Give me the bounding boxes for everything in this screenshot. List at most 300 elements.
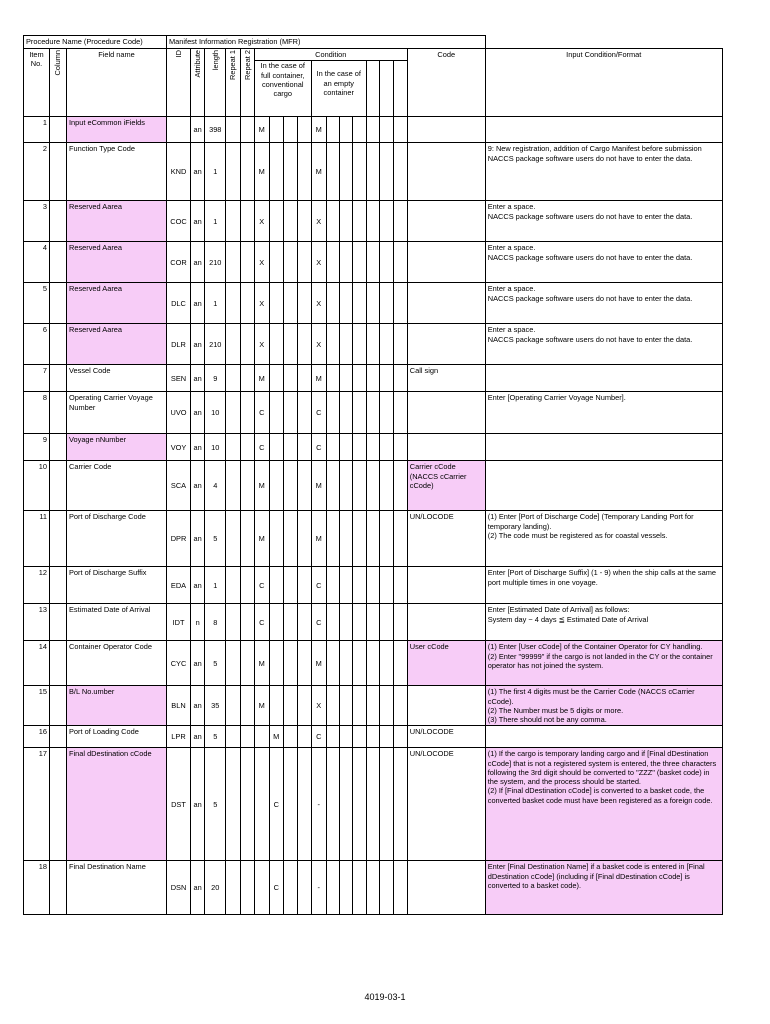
code-cell: UN/LOCODE: [407, 748, 485, 861]
condition-sub-cell: [326, 117, 339, 143]
condition-sub-cell: [393, 143, 407, 201]
condition-empty-cell: C: [311, 604, 326, 641]
condition-sub-cell: [297, 324, 311, 365]
condition-sub-cell: [339, 117, 352, 143]
page-number: 4019-03-1: [364, 992, 406, 1002]
table-row: [24, 143, 723, 201]
column-cell: [50, 283, 67, 324]
code-cell: [407, 143, 485, 201]
condition-sub-cell: [326, 283, 339, 324]
attribute-cell: an: [191, 201, 205, 242]
condition-sub-cell: [339, 143, 352, 201]
repeat2-cell: [240, 726, 254, 748]
input-condition-cell: Enter [Operating Carrier Voyage Number].: [485, 392, 722, 434]
repeat2-cell: [240, 201, 254, 242]
condition-sub-cell: [297, 604, 311, 641]
code-cell: [407, 201, 485, 242]
procedure-name-value: Manifest Information Registration (MFR): [167, 36, 486, 49]
item-no-cell: 10: [24, 461, 50, 511]
header-code: Code: [407, 49, 485, 117]
attribute-cell: an: [191, 392, 205, 434]
header-condition: Condition: [254, 49, 407, 61]
repeat1-cell: [226, 365, 240, 392]
length-cell: 1: [205, 283, 226, 324]
attribute-cell: an: [191, 567, 205, 604]
condition-sub-cell: [366, 641, 379, 686]
column-cell: [50, 511, 67, 567]
length-cell: 1: [205, 143, 226, 201]
condition-sub-cell: [326, 201, 339, 242]
condition-sub-cell: [283, 461, 297, 511]
condition-sub-cell: [366, 748, 379, 861]
condition-sub-cell: [326, 461, 339, 511]
condition-full-cell: C: [254, 604, 269, 641]
code-cell: UN/LOCODE: [407, 511, 485, 567]
attribute-cell: an: [191, 434, 205, 461]
condition-sub-cell: [297, 143, 311, 201]
length-cell: 210: [205, 324, 226, 365]
condition-sub-cell: [269, 143, 283, 201]
condition-sub-cell: [339, 283, 352, 324]
condition-empty-cell: -: [311, 861, 326, 915]
condition-sub-cell: [379, 324, 393, 365]
input-condition-cell: (1) Enter [User cCode] of the Container Operator for CY handling. (2) Enter "99999" if the cargo is not landed in the CY or the container operator has not joined the system.: [485, 641, 722, 686]
condition-sub-cell: [254, 726, 269, 748]
condition-sub-cell: [283, 117, 297, 143]
condition-sub-cell: [339, 861, 352, 915]
condition-sub-cell: [254, 861, 269, 915]
attribute-cell: an: [191, 242, 205, 283]
condition-sub-cell: [269, 117, 283, 143]
repeat2-cell: [240, 861, 254, 915]
condition-sub-cell: [366, 201, 379, 242]
condition-sub-cell: [297, 117, 311, 143]
condition-sub-cell: [352, 392, 366, 434]
repeat2-cell: [240, 511, 254, 567]
condition-sub-cell: [366, 861, 379, 915]
header-length: length: [205, 49, 226, 117]
condition-sub-cell: [297, 748, 311, 861]
condition-sub-cell: [326, 567, 339, 604]
condition-empty-cell: C: [311, 726, 326, 748]
id-cell: DPR: [167, 511, 191, 567]
length-cell: 398: [205, 117, 226, 143]
condition-sub-cell: [352, 365, 366, 392]
condition-sub-cell: [297, 641, 311, 686]
condition-sub-cell: [326, 511, 339, 567]
condition-sub-cell: [366, 143, 379, 201]
column-cell: [50, 117, 67, 143]
repeat1-cell: [226, 143, 240, 201]
condition-sub-cell: [339, 604, 352, 641]
condition-sub-cell: [283, 686, 297, 726]
code-cell: [407, 861, 485, 915]
condition-full-cell: M: [254, 511, 269, 567]
condition-sub-cell: [269, 461, 283, 511]
item-no-cell: 3: [24, 201, 50, 242]
table-row: [24, 686, 723, 726]
condition-sub-cell: [393, 434, 407, 461]
id-cell: COR: [167, 242, 191, 283]
condition-sub-cell: [366, 117, 379, 143]
condition-sub-cell: [269, 242, 283, 283]
field-name-cell: Carrier Code: [67, 461, 167, 511]
condition-empty-cell: X: [311, 283, 326, 324]
condition-sub-cell: [352, 242, 366, 283]
condition-empty-cell: M: [311, 511, 326, 567]
condition-full-cell: X: [254, 324, 269, 365]
item-no-cell: 13: [24, 604, 50, 641]
condition-sub-cell: [379, 567, 393, 604]
condition-sub-cell: [297, 567, 311, 604]
condition-sub-cell: [297, 861, 311, 915]
condition-full-cell: M: [254, 365, 269, 392]
column-cell: [50, 726, 67, 748]
condition-full-cell: M: [254, 143, 269, 201]
code-cell: User cCode: [407, 641, 485, 686]
header-condition-full: In the case of full container, conventional cargo: [254, 61, 311, 117]
condition-sub-cell: [366, 283, 379, 324]
code-cell: [407, 117, 485, 143]
condition-sub-cell: [352, 201, 366, 242]
condition-sub-cell: [393, 461, 407, 511]
condition-full-cell: C: [254, 567, 269, 604]
column-cell: [50, 461, 67, 511]
condition-full-cell: X: [254, 242, 269, 283]
length-cell: 1: [205, 201, 226, 242]
attribute-cell: an: [191, 365, 205, 392]
table-row: [24, 201, 723, 242]
condition-full-cell: C: [269, 748, 283, 861]
header-repeat2: Repeat 2: [240, 49, 254, 117]
table-row: [24, 242, 723, 283]
repeat1-cell: [226, 726, 240, 748]
condition-sub-cell: [269, 434, 283, 461]
condition-sub-cell: [269, 324, 283, 365]
condition-sub-cell: [393, 604, 407, 641]
condition-sub-cell: [269, 283, 283, 324]
condition-sub-cell: [393, 324, 407, 365]
condition-sub-cell: [366, 365, 379, 392]
condition-sub-cell: [379, 686, 393, 726]
length-cell: 5: [205, 726, 226, 748]
condition-sub-cell: [283, 861, 297, 915]
condition-sub-cell: [393, 567, 407, 604]
repeat1-cell: [226, 567, 240, 604]
table-row: [24, 365, 723, 392]
condition-sub-cell: [352, 604, 366, 641]
length-cell: 5: [205, 748, 226, 861]
condition-sub-cell: [393, 686, 407, 726]
input-condition-cell: (1) If the cargo is temporary landing cargo and if [Final dDestination cCode] that is not a registered system is entered, the three characters following the 3rd digit should be converted to "ZZZ" (basket code) in the system, and the process should be started. (2) If [Final dDestination cCode] is converted to a basket code, the converted basket code must have been registered as a foreign code.: [485, 748, 722, 861]
repeat1-cell: [226, 242, 240, 283]
condition-sub-cell: [379, 143, 393, 201]
header-repeat1: Repeat 1: [226, 49, 240, 117]
repeat1-cell: [226, 511, 240, 567]
condition-sub-cell: [339, 686, 352, 726]
condition-sub-cell: [326, 641, 339, 686]
condition-sub-cell: [297, 511, 311, 567]
condition-sub-cell: [326, 604, 339, 641]
code-cell: Carrier cCode (NACCS cCarrier cCode): [407, 461, 485, 511]
condition-empty-cell: C: [311, 434, 326, 461]
input-condition-cell: (1) Enter [Port of Discharge Code] (Temporary Landing Port for temporary landing). (2) The code must be registered as for coastal vessels.: [485, 511, 722, 567]
condition-sub-cell: [352, 117, 366, 143]
condition-sub-cell: [339, 365, 352, 392]
attribute-cell: an: [191, 861, 205, 915]
condition-sub-cell: [352, 748, 366, 861]
condition-sub-cell: [297, 242, 311, 283]
header-input-condition: Input Condition/Format: [485, 49, 722, 117]
condition-sub-cell: [379, 726, 393, 748]
table-row: [24, 434, 723, 461]
input-condition-cell: [485, 365, 722, 392]
condition-sub-cell: [269, 201, 283, 242]
condition-full-cell: C: [269, 861, 283, 915]
length-cell: 210: [205, 242, 226, 283]
code-cell: [407, 604, 485, 641]
condition-sub-cell: [339, 392, 352, 434]
id-cell: BLN: [167, 686, 191, 726]
column-cell: [50, 242, 67, 283]
repeat1-cell: [226, 461, 240, 511]
header-column: Column: [50, 49, 67, 117]
condition-sub-cell: [269, 641, 283, 686]
condition-empty-cell: M: [311, 461, 326, 511]
id-cell: KND: [167, 143, 191, 201]
condition-sub-cell: [297, 201, 311, 242]
condition-sub-cell: [379, 641, 393, 686]
repeat2-cell: [240, 567, 254, 604]
input-condition-cell: Enter a space. NACCS package software users do not have to enter the data.: [485, 283, 722, 324]
condition-sub-cell: [326, 324, 339, 365]
id-cell: UVO: [167, 392, 191, 434]
condition-sub-cell: [326, 392, 339, 434]
table-row: [24, 511, 723, 567]
item-no-cell: 1: [24, 117, 50, 143]
field-name-cell: Reserved Aarea: [67, 283, 167, 324]
id-cell: VOY: [167, 434, 191, 461]
condition-sub-cell: [393, 201, 407, 242]
condition-sub-cell: [283, 392, 297, 434]
repeat2-cell: [240, 143, 254, 201]
condition-sub-cell: [366, 434, 379, 461]
header-condition-empty: In the case of an empty container: [311, 61, 366, 117]
condition-sub-cell: [393, 242, 407, 283]
condition-sub-cell: [297, 686, 311, 726]
condition-sub-cell: [326, 861, 339, 915]
item-no-cell: 18: [24, 861, 50, 915]
condition-full-cell: M: [254, 117, 269, 143]
condition-sub-cell: [283, 242, 297, 283]
input-condition-cell: Enter a space. NACCS package software users do not have to enter the data.: [485, 242, 722, 283]
condition-empty-cell: -: [311, 748, 326, 861]
code-cell: [407, 242, 485, 283]
condition-sub-cell: [366, 392, 379, 434]
condition-sub-cell: [326, 748, 339, 861]
condition-sub-cell: [269, 567, 283, 604]
condition-empty-cell: X: [311, 324, 326, 365]
condition-full-cell: X: [254, 201, 269, 242]
length-cell: 5: [205, 511, 226, 567]
condition-empty-cell: C: [311, 567, 326, 604]
header-attribute: Attribute: [191, 49, 205, 117]
attribute-cell: n: [191, 604, 205, 641]
condition-sub-cell: [379, 434, 393, 461]
repeat1-cell: [226, 324, 240, 365]
attribute-cell: an: [191, 324, 205, 365]
id-cell: SEN: [167, 365, 191, 392]
condition-sub-cell: [339, 726, 352, 748]
field-name-cell: Port of Discharge Suffix: [67, 567, 167, 604]
attribute-cell: an: [191, 748, 205, 861]
condition-sub-cell: [339, 201, 352, 242]
repeat2-cell: [240, 461, 254, 511]
condition-sub-cell: [269, 511, 283, 567]
condition-sub-cell: [283, 434, 297, 461]
field-name-cell: Voyage nNumber: [67, 434, 167, 461]
condition-sub-cell: [269, 686, 283, 726]
item-no-cell: 6: [24, 324, 50, 365]
item-no-cell: 5: [24, 283, 50, 324]
repeat1-cell: [226, 201, 240, 242]
repeat1-cell: [226, 604, 240, 641]
condition-sub-cell: [366, 567, 379, 604]
repeat2-cell: [240, 641, 254, 686]
id-cell: CYC: [167, 641, 191, 686]
condition-sub-cell: [326, 143, 339, 201]
condition-sub-cell: [366, 461, 379, 511]
column-cell: [50, 686, 67, 726]
condition-sub-cell: [379, 283, 393, 324]
item-no-cell: 14: [24, 641, 50, 686]
condition-sub-cell: [379, 604, 393, 641]
condition-sub-cell: [379, 748, 393, 861]
condition-sub-cell: [339, 748, 352, 861]
condition-sub-cell: [352, 143, 366, 201]
input-condition-cell: Enter a space. NACCS package software users do not have to enter the data.: [485, 324, 722, 365]
id-cell: LPR: [167, 726, 191, 748]
condition-sub-cell: [339, 511, 352, 567]
attribute-cell: an: [191, 143, 205, 201]
item-no-cell: 16: [24, 726, 50, 748]
field-name-cell: Input eCommon iFields: [67, 117, 167, 143]
input-condition-cell: Enter [Port of Discharge Suffix] (1 - 9) when the ship calls at the same port multiple times in one voyage.: [485, 567, 722, 604]
repeat2-cell: [240, 686, 254, 726]
condition-sub-cell: [352, 511, 366, 567]
code-cell: UN/LOCODE: [407, 726, 485, 748]
attribute-cell: an: [191, 283, 205, 324]
repeat1-cell: [226, 392, 240, 434]
id-cell: DLC: [167, 283, 191, 324]
code-cell: [407, 434, 485, 461]
column-cell: [50, 365, 67, 392]
attribute-cell: an: [191, 511, 205, 567]
condition-empty-cell: M: [311, 143, 326, 201]
id-cell: COC: [167, 201, 191, 242]
condition-full-cell: C: [254, 392, 269, 434]
condition-sub-cell: [379, 861, 393, 915]
table-row: [24, 117, 723, 143]
input-condition-cell: Enter [Final Destination Name] if a basket code is entered in [Final dDestination cCode] (including if [Final dDestination cCode] is converted to a basket code).: [485, 861, 722, 915]
condition-sub-cell: [283, 365, 297, 392]
input-condition-cell: Enter [Estimated Date of Arrival] as follows: System day − 4 days ≦ Estimated Date of Arrival: [485, 604, 722, 641]
condition-sub-cell: [352, 641, 366, 686]
code-cell: [407, 324, 485, 365]
repeat1-cell: [226, 686, 240, 726]
condition-sub-cell: [379, 511, 393, 567]
length-cell: 4: [205, 461, 226, 511]
item-no-cell: 4: [24, 242, 50, 283]
repeat2-cell: [240, 242, 254, 283]
condition-sub-cell: [352, 461, 366, 511]
condition-sub-cell: [297, 726, 311, 748]
length-cell: 10: [205, 434, 226, 461]
column-cell: [50, 861, 67, 915]
column-cell: [50, 324, 67, 365]
length-cell: 10: [205, 392, 226, 434]
field-name-cell: Function Type Code: [67, 143, 167, 201]
repeat1-cell: [226, 748, 240, 861]
field-name-cell: Final dDestination cCode: [67, 748, 167, 861]
condition-sub-cell: [254, 748, 269, 861]
table-row: [24, 283, 723, 324]
condition-sub-cell: [352, 324, 366, 365]
condition-sub-cell: [283, 748, 297, 861]
condition-sub-cell: [366, 686, 379, 726]
field-name-cell: Final Destination Name: [67, 861, 167, 915]
condition-sub-cell: [393, 283, 407, 324]
condition-sub-cell: [297, 461, 311, 511]
field-name-cell: Operating Carrier Voyage Number: [67, 392, 167, 434]
item-no-cell: 17: [24, 748, 50, 861]
column-cell: [50, 392, 67, 434]
table-row: [24, 748, 723, 861]
code-cell: [407, 567, 485, 604]
condition-sub-cell: [339, 641, 352, 686]
condition-sub-cell: [269, 392, 283, 434]
condition-sub-cell: [352, 434, 366, 461]
column-cell: [50, 201, 67, 242]
input-condition-cell: (1) The first 4 digits must be the Carrier Code (NACCS cCarrier cCode). (2) The Number must be 5 digits or more. (3) There should not be any comma.: [485, 686, 722, 726]
condition-sub-cell: [283, 324, 297, 365]
column-cell: [50, 143, 67, 201]
condition-sub-cell: [393, 511, 407, 567]
condition-sub-cell: [297, 365, 311, 392]
condition-full-cell: M: [254, 686, 269, 726]
condition-sub-cell: [297, 434, 311, 461]
condition-sub-cell: [393, 748, 407, 861]
condition-sub-cell: [379, 242, 393, 283]
condition-sub-cell: [379, 365, 393, 392]
input-condition-cell: Enter a space. NACCS package software users do not have to enter the data.: [485, 201, 722, 242]
procedure-name-label: Procedure Name (Procedure Code): [24, 36, 167, 49]
condition-sub-cell: [326, 434, 339, 461]
id-cell: IDT: [167, 604, 191, 641]
condition-full-cell: C: [254, 434, 269, 461]
attribute-cell: an: [191, 461, 205, 511]
condition-sub-cell: [393, 861, 407, 915]
condition-sub-cell: [339, 242, 352, 283]
column-cell: [50, 604, 67, 641]
repeat2-cell: [240, 365, 254, 392]
condition-sub-cell: [297, 283, 311, 324]
length-cell: 20: [205, 861, 226, 915]
condition-full-cell: M: [254, 461, 269, 511]
attribute-cell: an: [191, 686, 205, 726]
field-name-cell: Container Operator Code: [67, 641, 167, 686]
field-name-cell: B/L No.umber: [67, 686, 167, 726]
